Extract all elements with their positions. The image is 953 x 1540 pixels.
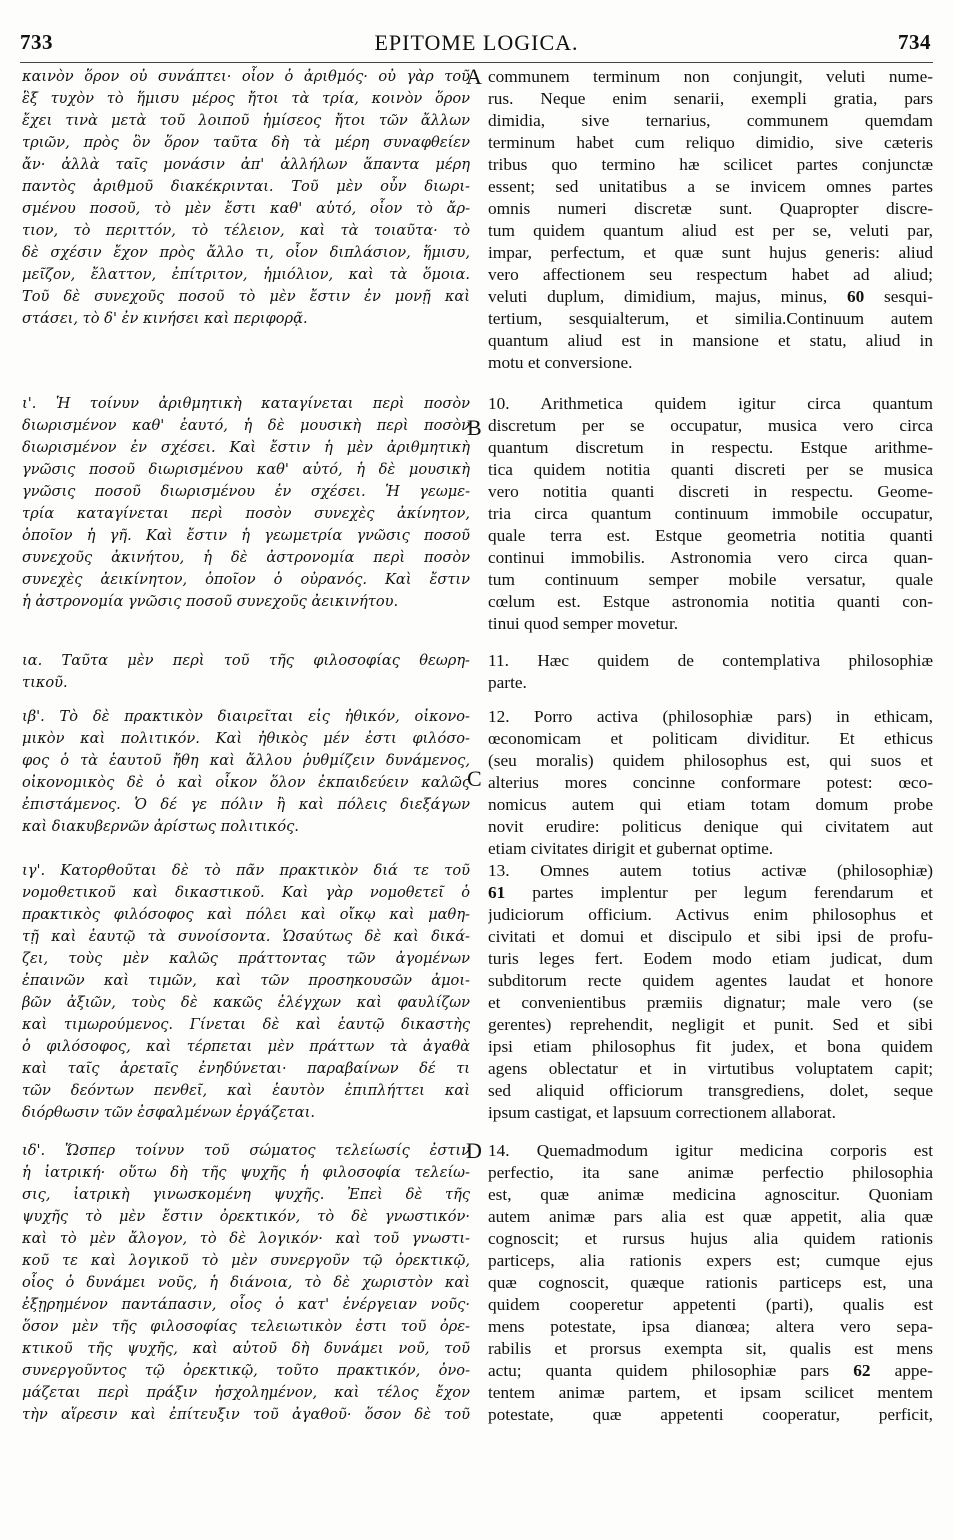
latin-line: agens oblectatur et in virtutibus voluptatem capit; [488, 1059, 933, 1078]
greek-line: ὁ φιλόσοφος, καὶ τέρπεται μὲν πράττων τὰ ἀγαθὰ [22, 1038, 470, 1055]
header-rule [20, 62, 933, 63]
latin-line: cognoscit; et rursus hujus alia quidem rationis [488, 1229, 933, 1248]
greek-line: νομοθετικοῦ καὶ δικαστικοῦ. Καὶ γὰρ νομοθετεῖ ὁ [22, 884, 470, 901]
greek-line: οἰκονομικὸς δὲ ὁ καὶ οἶκον ὅλον ἐκπαιδεύειν καλῶς [22, 774, 470, 791]
column-reference-number: 60 [846, 287, 865, 306]
greek-line: μεῖζον, ἔλαττον, ἐπίτριτον, ἡμιόλιον, καὶ τὰ ὅμοια. [22, 266, 470, 283]
latin-line: turis leges fert. Eodem modo etiam judicat, dum [488, 949, 933, 968]
latin-line: omnis numeri discretæ sunt. Quapropter discre- [488, 199, 933, 218]
greek-line: ἐπαινῶν καὶ τιμῶν, καὶ τῶν προσηκουσῶν ἀμοι- [22, 972, 470, 989]
column-reference-number: 61 [488, 883, 506, 902]
latin-line-text: sesqui- [884, 287, 933, 306]
greek-line: τριῶν, πρὸς ὃν ὅρον ταῦτα δὴ τὰ μέρη συναφθείεν [22, 134, 470, 151]
latin-line: perfectio, ita sane animæ perfectio philosophia [488, 1163, 933, 1182]
latin-line: tertium, sesquialterum, et similia.Continuum autem [488, 309, 933, 328]
margin-letter-c: C [467, 766, 482, 791]
latin-line: autem animæ pars alia est quæ appetit, alia quæ [488, 1207, 933, 1226]
greek-line: συνεχοῦς ἀκινήτου, ἡ δὲ ἀστρονομία περὶ ποσὸν [22, 549, 470, 566]
greek-line: ι'. Ἡ τοίνυν ἀριθμητικὴ καταγίνεται περὶ ποσὸν [22, 395, 470, 412]
greek-line: δὲ σχέσιν ἔχον πρὸς ἄλλο τι, οἷον διπλάσιον, ἥμισυ, [22, 244, 470, 261]
greek-line: καινὸν ὅρον οὐ συνάπτει· οἷον ὁ ἀριθμός· οὐ γὰρ τοῦ [22, 68, 470, 85]
latin-line: alterius mores concinne conformare potest: œco- [488, 773, 933, 792]
latin-line: communem terminum non conjungit, veluti nume- [488, 67, 933, 86]
latin-line: 11. Hæc quidem de contemplativa philosophiæ [488, 651, 933, 670]
running-title: EPITOME LOGICA. [374, 30, 579, 55]
latin-line: rabilis et prorsus exempta sit, qualis est mens [488, 1339, 933, 1358]
right-page-number: 734 [898, 30, 931, 54]
greek-line: διόρθωσιν τῶν ἐσφαλμένων ἐργάζεται. [22, 1104, 315, 1121]
latin-line: impar, perfectum, et quæ sunt hujus generis: aliud [488, 243, 933, 262]
latin-line [488, 1360, 933, 1382]
greek-line: φος ὁ τὰ ἑαυτοῦ ἤθη καὶ ἄλλου ῥυθμίζειν δυνάμενος, [22, 752, 470, 769]
greek-line: ὅσον μὲν τῆς φιλοσοφίας τελειωτικὸν ἐστι τοῦ ὀρε- [22, 1318, 470, 1335]
greek-line: ψυχῆς τὸ μὲν ἔστιν ὀρεκτικόν, τὸ δὲ γνωστικόν· [22, 1208, 470, 1225]
latin-line: nomicus autem qui etiam totam domum probe [488, 795, 933, 814]
greek-line: συνεργοῦντος τῷ ὀρεκτικῷ, τοῦτο πρακτικόν, ὀνο- [22, 1362, 470, 1379]
greek-line: γνῶσις ποσοῦ διωρισμένου ἐν σχέσει. Ἡ γεωμε- [22, 483, 470, 500]
greek-line: βῶν ἀξιῶν, τοὺς δὲ κακῶς ἐλέγχων καὶ φαυλίζων [22, 994, 470, 1011]
latin-line-text: veluti duplum, dimidium, majus, minus, [488, 287, 828, 306]
latin-line: sed aliquid officiorum transgrediens, dolet, seque [488, 1081, 933, 1100]
latin-line: particeps, alia rationis expers est; cumque ejus [488, 1251, 933, 1270]
greek-line: καὶ τιμωρούμενος. Γίνεται δὲ καὶ ἑαυτῷ δικαστὴς [22, 1016, 470, 1033]
greek-line: ζει, τοὺς μὲν καλῶς πράττοντας τῶν ἀγομένων [22, 950, 470, 967]
latin-line: ipsi etiam philosophus fit judex, et bona quidem [488, 1037, 933, 1056]
latin-line: subditorum recte quidem agentes laudat et honore [488, 971, 933, 990]
greek-line: τρία καταγίνεται περὶ ποσὸν συνεχὲς ἀκίνητον, [22, 505, 470, 522]
latin-line: novit erudire: politicus denique qui civitatem aut [488, 817, 933, 836]
latin-line: tum continuum semper mobile versatur, quale [488, 570, 933, 589]
greek-line: τικοῦ. [22, 674, 68, 691]
latin-line: quantum discretum in respectu. Estque arithme- [488, 438, 933, 457]
greek-line: ιδ'. Ὥσπερ τοίνυν τοῦ σώματος τελείωσίς ἐστιν [22, 1142, 470, 1159]
margin-letter-b: B [467, 415, 482, 440]
greek-line: γνῶσις ποσοῦ διωρισμένου καθ' αὑτό, ἡ δὲ μουσικὴ [22, 461, 470, 478]
greek-line: Τοῦ δὲ συνεχοῦς ποσοῦ τὸ μὲν ἔστιν ἐν μονῇ καὶ [22, 288, 470, 305]
latin-line [488, 286, 933, 308]
greek-line: τῇ καὶ ἑαυτῷ τὰ συνοίσοντα. Ὡσαύτως δὲ καὶ δικά- [22, 928, 470, 945]
greek-line: κοῦ τε καὶ λογικοῦ τὸ μὲν συνεργοῦν τῷ ὀρεκτικῷ, [22, 1252, 470, 1269]
latin-line: tribus quo termino hæ scilicet partes conjunctæ [488, 155, 933, 174]
greek-line: σις, ἰατρικὴ γινωσκομένη ψυχῆς. Ἐπεὶ δὲ τῆς [22, 1186, 470, 1203]
latin-line: vero notitia quanti discreti in respectu. Geome- [488, 482, 933, 501]
latin-line-text: actu; quanta quidem philosophiæ pars [488, 1361, 830, 1380]
greek-line: ἔχει τινὰ μετὰ τοῦ λοιποῦ ἡμίσεος ἤτοι τῶν ἄλλων [22, 112, 470, 129]
latin-line: tria circa quantum continuum immobile occupatur, [488, 504, 933, 523]
latin-line: continui immobilis. Astronomia vero circa quan- [488, 548, 933, 567]
latin-line: judiciorum officium. Activus enim philosophus et [488, 905, 933, 924]
latin-line: civitati et domui et discipulo et sibi ipsi de profu- [488, 927, 933, 946]
greek-line: οἷος ὁ δυνάμει νοῦς, ἡ διάνοια, τὸ δὲ χωριστὸν καὶ [22, 1274, 470, 1291]
greek-line: ἡ ἰατρική· οὕτω δὴ τῆς ψυχῆς ἡ φιλοσοφία τελείω- [22, 1164, 470, 1181]
greek-line: κτικοῦ τῆς ψυχῆς, καὶ αὐτοῦ δὴ δυνάμει νοῦ, τοῦ [22, 1340, 470, 1357]
latin-line [488, 882, 933, 904]
latin-line-text: partes implentur per legum ferendarum et [532, 883, 933, 902]
latin-line: quale terra est. Estque geometria notitia quanti [488, 526, 933, 545]
greek-line: ἄν· ἀλλὰ ταῖς μονάσιν ἀπ' ἀλλήλων ἅπαντα μέρη [22, 156, 470, 173]
latin-line: 13. Omnes autem totius activæ (philosophiæ) [488, 861, 933, 880]
latin-line: quæ cognoscit, quæque rationis particeps est, una [488, 1273, 933, 1292]
latin-line: quidem cooperetur appetenti (parti), qualis est [488, 1295, 933, 1314]
left-page-number: 733 [20, 30, 53, 54]
greek-line: μικὸν καὶ πολιτικόν. Καὶ ἠθικὸς μέν ἐστι φιλόσο- [22, 730, 470, 747]
latin-line: 14. Quemadmodum igitur medicina corporis est [488, 1141, 933, 1160]
latin-line: cœlum est. Estque astronomia notitia quanti con- [488, 592, 933, 611]
latin-line: ipsum castigat, et lapsuum correctionem allaborat. [488, 1103, 836, 1122]
greek-line: καὶ τὸ μὲν ἄλογον, τὸ δὲ λογικόν· καὶ τοῦ γνωστι- [22, 1230, 470, 1247]
greek-line: ια. Ταῦτα μὲν περὶ τοῦ τῆς φιλοσοφίας θεωρη- [22, 652, 470, 669]
column-reference-number: 62 [853, 1361, 871, 1380]
greek-line: ιβ'. Τὸ δὲ πρακτικὸν διαιρεῖται εἰς ἠθικόν, οἰκονο- [22, 708, 470, 725]
greek-line: ἐπιστάμενος. Ὁ δέ γε πόλιν ἢ καὶ πόλεις διεξάγων [22, 796, 470, 813]
latin-line: œconomicam et politicam dividitur. Et ethicus [488, 729, 933, 748]
latin-line: 10. Arithmetica quidem igitur circa quantum [488, 394, 933, 413]
latin-line: tentem animæ partem, et ipsam scilicet mentem [488, 1383, 933, 1402]
greek-line: τιον, τὸ περιττόν, τὸ τέλειον, καὶ τὰ τοιαῦτα· τὸ [22, 222, 470, 239]
latin-line: rus. Neque enim senarii, exempli gratia, pars [488, 89, 933, 108]
greek-line: διωρισμένον καθ' ἑαυτό, ἡ δὲ μουσικὴ περὶ ποσὸν [22, 417, 470, 434]
greek-line: τῶν δεόντων πενθεῖ, καὶ ἑαυτὸν ἐπιπλήττει καὶ [22, 1082, 470, 1099]
greek-line: τὴν αἵρεσιν καὶ ἐπίτευξιν τοῦ ἀγαθοῦ· ὅσον δὲ τοῦ [22, 1406, 470, 1423]
latin-line: vero affectionem seu respectum habet ad aliud; [488, 265, 933, 284]
greek-line: ἐξῃρημένον παντάπασιν, οἷος ὁ κατ' ἐνέργειαν νοῦς· [22, 1296, 470, 1313]
latin-line: tinui quod semper movetur. [488, 614, 679, 633]
latin-line: etiam civitates dirigit et gubernat optime. [488, 839, 774, 858]
greek-line: σμένου ποσοῦ, τὸ μὲν ἔστι καθ' αὑτό, οἷον τὸ ἄρ- [22, 200, 470, 217]
greek-line: διωρισμένον ἐν σχέσει. Καὶ ἔστιν ἡ μὲν ἀριθμητικὴ [22, 439, 470, 456]
latin-line: essent; sed unitatibus a se invicem omnes partes [488, 177, 933, 196]
greek-line: καὶ ταῖς ἀρεταῖς ἐνηδύνεται· παραβαίνων δέ τι [22, 1060, 470, 1077]
greek-line: στάσει, τὸ δ' ἐν κινήσει καὶ περιφορᾷ. [22, 310, 308, 327]
latin-line: potestate, quæ appetenti cooperatur, perficit, [488, 1405, 933, 1424]
latin-line: (seu moralis) quidem philosophus est, qui suos et [488, 751, 933, 770]
greek-line: καὶ διακυβερνῶν ἀρίστως πολιτικός. [22, 818, 299, 835]
latin-line: quantum aliud est in mansione et statu, aliud in [488, 331, 933, 350]
greek-line: ἡ ἀστρονομία γνῶσις ποσοῦ συνεχοῦς ἀεικινήτου. [22, 593, 399, 610]
latin-line: mens potestate, ipsa dianœa; altera vero sepa- [488, 1317, 933, 1336]
greek-line: μάζεται περὶ πράξιν ἠσχολημένον, καὶ τέλος ἔχον [22, 1384, 470, 1401]
latin-line: gerentes) reprehendit, negligit et punit. Sed et sibi [488, 1015, 933, 1034]
latin-line: et convenientibus præmiis dignatur; male vero (se [488, 993, 933, 1012]
latin-line: tum quidem quantum aliud est per se, veluti par, [488, 221, 933, 240]
latin-line-text: appe- [894, 1361, 933, 1380]
greek-line: παντὸς ἀριθμοῦ διακέκρινται. Τοῦ μὲν οὖν διωρι- [22, 178, 470, 195]
greek-line: ιγ'. Κατορθοῦται δὲ τὸ πᾶν πρακτικὸν διά τε τοῦ [22, 862, 470, 879]
margin-letter-d: D [466, 1138, 482, 1163]
greek-line: ὁποῖον ἡ γῆ. Καὶ ἔστιν ἡ γεωμετρία γνῶσις ποσοῦ [22, 527, 470, 544]
latin-line: motu et conversione. [488, 353, 633, 372]
greek-line: πρακτικὸς φιλόσοφος καὶ πόλει καὶ οἴκῳ καὶ μαθη- [22, 906, 470, 923]
latin-line: terminum habet cum reliquo dimidio, sive cæteris [488, 133, 933, 152]
latin-line: parte. [488, 673, 527, 692]
latin-line: est, quæ animæ medicina agnoscitur. Quoniam [488, 1185, 933, 1204]
latin-line: 12. Porro activa (philosophiæ pars) in ethicam, [488, 707, 933, 726]
latin-line: dimidia, sive ternarius, communem quemdam [488, 111, 933, 130]
latin-line: tica quidem notitia quanti discreti per se musica [488, 460, 933, 479]
margin-letter-a: A [466, 64, 482, 89]
greek-line: ἓξ τυχὸν τὸ ἥμισυ μέρος ἤτοι τὰ τρία, κοινὸν ὅρον [22, 90, 470, 107]
greek-line: συνεχὲς ἀεικίνητον, ὁποῖον ὁ οὐρανός. Καὶ ἔστιν [22, 571, 470, 588]
latin-line: discretum per se occupatur, musica vero circa [488, 416, 933, 435]
